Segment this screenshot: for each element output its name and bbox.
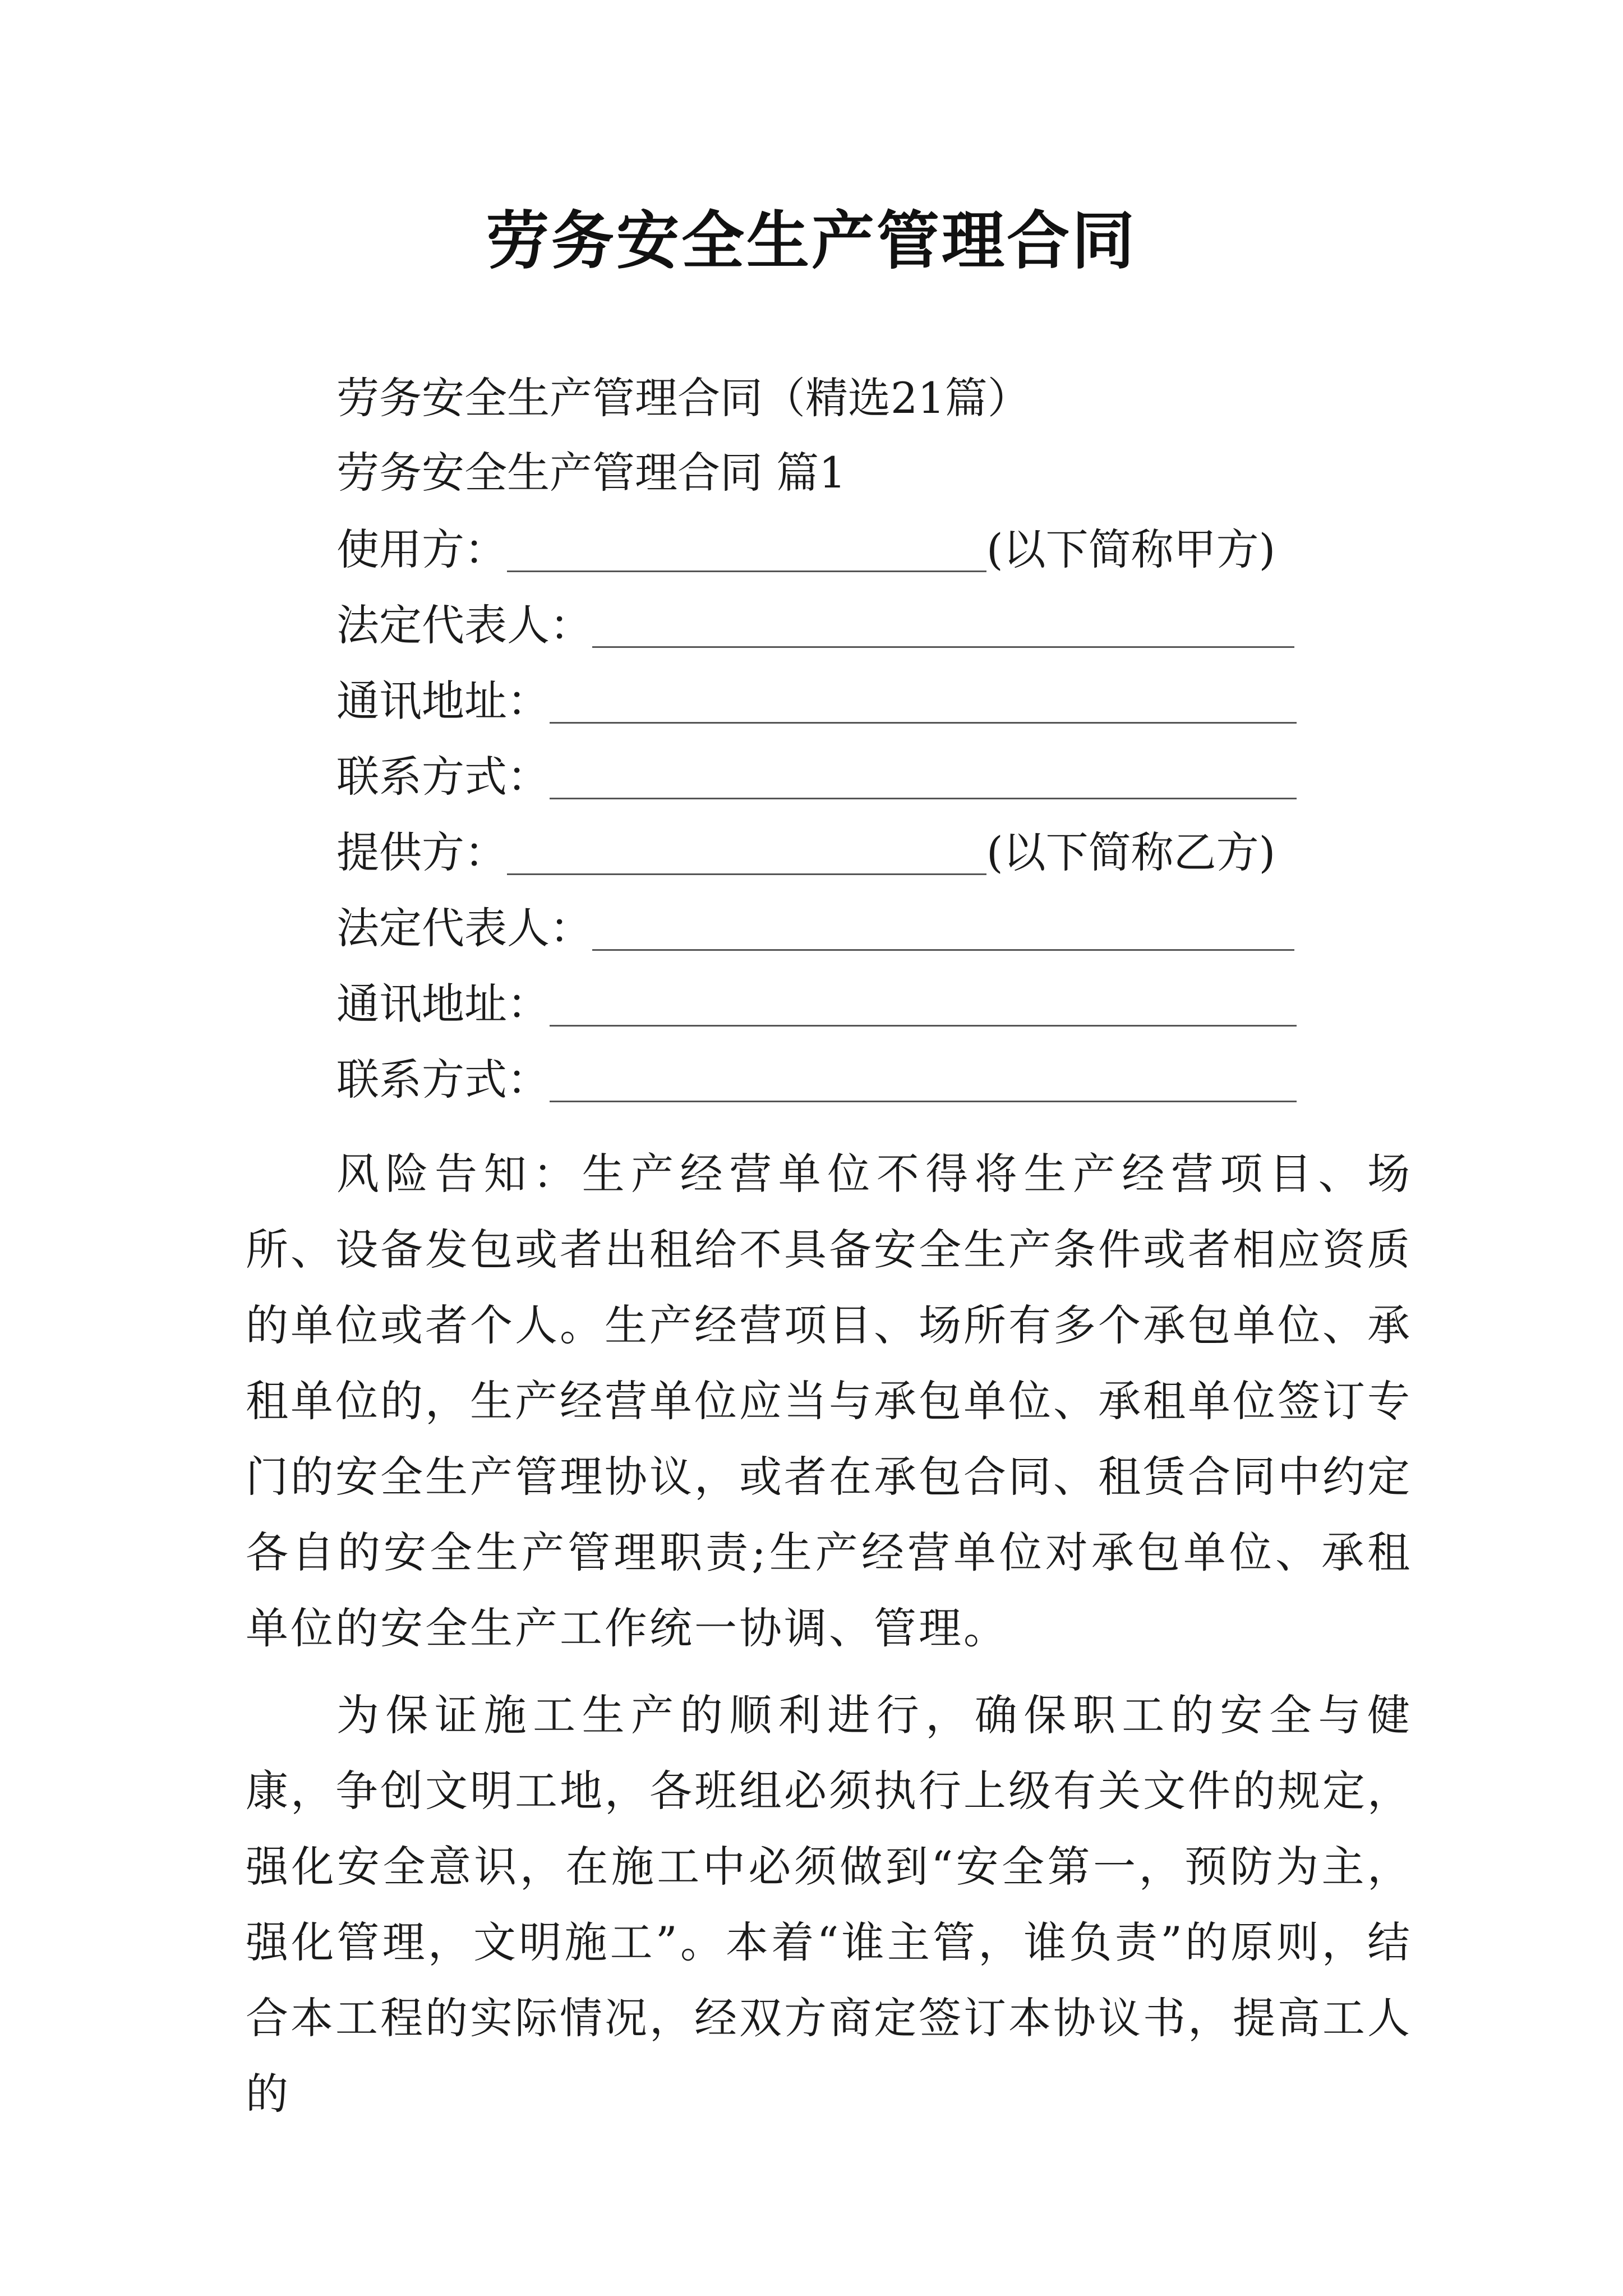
party-b-name-blank[interactable]: [507, 831, 986, 875]
party-b-contact-blank[interactable]: [550, 1058, 1297, 1102]
party-a-legal-rep-label: 法定代表人：: [336, 600, 592, 650]
document-title: 劳务安全生产管理合同: [486, 204, 1137, 278]
party-a-address-label: 通讯地址：: [336, 676, 550, 726]
party-b-legal-rep-row: [336, 900, 1294, 956]
party-a-contact-row: [336, 749, 1297, 805]
party-b-contact-label: 联系方式：: [336, 1055, 550, 1105]
section-heading: 劳务安全生产管理合同 篇1: [336, 448, 846, 498]
party-a-suffix: (以下简称甲方): [986, 524, 1276, 574]
party-b-legal-rep-label: 法定代表人：: [336, 903, 592, 953]
party-b-label: 提供方：: [336, 827, 507, 877]
party-b-address-label: 通讯地址：: [336, 979, 550, 1029]
party-b-address-row: [336, 976, 1297, 1032]
party-b-row: [336, 825, 1275, 881]
party-a-contact-label: 联系方式：: [336, 752, 550, 802]
party-a-legal-rep-row: [336, 597, 1294, 654]
party-b-legal-rep-blank[interactable]: [592, 907, 1294, 951]
risk-notice-paragraph: 风险告知：生产经营单位不得将生产经营项目、场所、设备发包或者出租给不具备安全生产条件或者相应资质的单位或者个人。生产经营项目、场所有多个承包单位、承租单位的，生产经营单位应当与承包单位、承租单位签订专门的安全生产管理协议，或者在承包合同、租赁合同中约定各自的安全生产管理职责;生产经营单位对承包单位、承租单位的安全生产工作统一协调、管理。: [246, 1149, 1412, 1653]
party-a-label: 使用方：: [336, 524, 507, 574]
party-a-legal-rep-blank[interactable]: [592, 604, 1294, 648]
party-a-contact-blank[interactable]: [550, 755, 1297, 799]
party-b-suffix: (以下简称乙方): [986, 827, 1276, 877]
party-a-address-blank[interactable]: [550, 679, 1297, 724]
party-a-row: [336, 522, 1275, 578]
document-subtitle: 劳务安全生产管理合同（精选21篇）: [336, 373, 1030, 423]
party-b-address-blank[interactable]: [550, 982, 1297, 1027]
party-a-name-blank[interactable]: [507, 528, 986, 572]
party-b-contact-row: [336, 1052, 1297, 1108]
body-paragraph: 为保证施工生产的顺利进行，确保职工的安全与健康，争创文明工地，各班组必须执行上级有关文件的规定，强化安全意识，在施工中必须做到“安全第一，预防为主，强化管理，文明施工”。本着“谁主管，谁负责”的原则，结合本工程的实际情况，经双方商定签订本协议书，提高工人的: [246, 1690, 1412, 2119]
party-a-address-row: [336, 673, 1297, 729]
